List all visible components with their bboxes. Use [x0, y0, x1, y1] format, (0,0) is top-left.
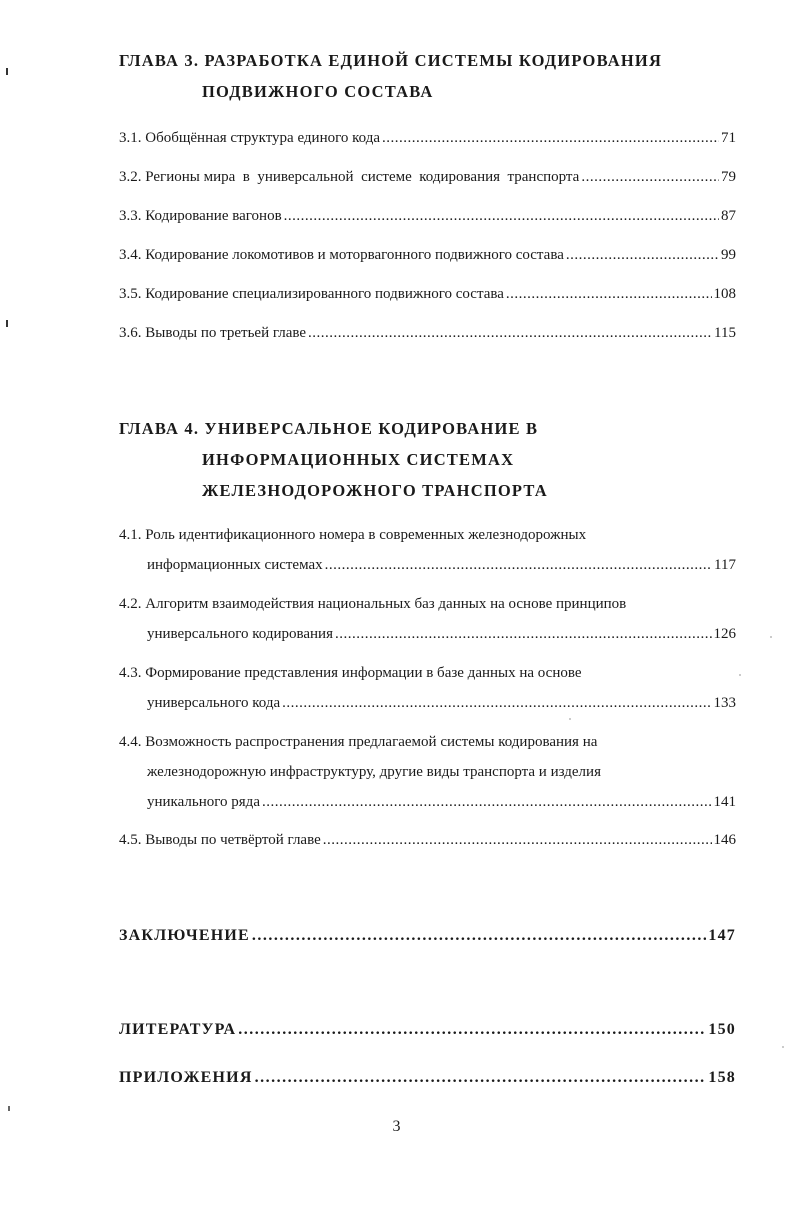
toc-entry-text: уникального ряда [147, 794, 260, 810]
toc-entry-4-1[interactable] [119, 520, 736, 580]
dot-leader [282, 688, 711, 718]
chapter-4-title-line-1: ГЛАВА 4. УНИВЕРСАЛЬНОЕ КОДИРОВАНИЕ В [119, 419, 539, 438]
toc-entry-text: 4.2. Алгоритм взаимодействия национальных баз данных на основе принципов [119, 596, 627, 612]
toc-entry-3-4[interactable] [119, 240, 736, 270]
dot-leader [566, 240, 719, 270]
toc-entry-text: 3.1. Обобщённая структура единого кода [119, 130, 381, 146]
toc-entry-4-3[interactable] [119, 658, 736, 718]
toc-section-page: 147 [708, 927, 736, 944]
toc-entry-text: универсального кодирования [147, 626, 333, 642]
toc-entry-page: 87 [721, 208, 736, 224]
toc-entry-3-1[interactable] [119, 123, 736, 153]
toc-entry-3-2[interactable] [119, 162, 736, 192]
scan-mark [6, 68, 8, 75]
dot-leader [581, 162, 719, 192]
page-number: 3 [392, 1118, 401, 1135]
toc-entry-text: 3.5. Кодирование специализированного подвижного состава [119, 286, 504, 302]
dot-leader [262, 787, 712, 817]
dot-leader [255, 1063, 707, 1093]
chapter-4-title [119, 413, 739, 506]
toc-entry-page: 71 [721, 130, 736, 146]
toc-entry-text: 4.1. Роль идентификационного номера в современных железнодорожных [119, 527, 587, 543]
toc-entry-page: 126 [713, 626, 736, 642]
toc-entry-text: 3.4. Кодирование локомотивов и моторвагонного подвижного состава [119, 247, 564, 263]
toc-section-title: ЛИТЕРАТУРА [119, 1021, 237, 1038]
toc-section-page: 158 [708, 1069, 736, 1086]
dot-leader [335, 619, 712, 649]
scan-speck [770, 636, 772, 638]
toc-entry-page: 133 [713, 695, 736, 711]
dot-leader [238, 1015, 706, 1045]
dot-leader [382, 123, 719, 153]
chapter-4-title-line-2: ИНФОРМАЦИОННЫХ СИСТЕМАХ [202, 450, 515, 469]
chapter-3-title [119, 45, 739, 107]
scan-mark [6, 320, 8, 327]
toc-entry-text: 3.2. Регионы мира в универсальной системе кодирования транспорта [119, 169, 580, 185]
toc-entry-text: информационных системах [147, 557, 323, 573]
toc-section-conclusion[interactable] [119, 921, 736, 951]
toc-entry-4-5[interactable] [119, 825, 736, 855]
scan-speck [782, 1046, 784, 1048]
chapter-3-title-line-2: ПОДВИЖНОГО СОСТАВА [202, 82, 434, 101]
toc-section-title: ПРИЛОЖЕНИЯ [119, 1069, 253, 1086]
toc-entry-3-6[interactable] [119, 318, 736, 348]
chapter-4-title-line-3: ЖЕЛЕЗНОДОРОЖНОГО ТРАНСПОРТА [202, 481, 548, 500]
toc-entry-text: 3.3. Кодирование вагонов [119, 208, 282, 224]
toc-entry-text: универсального кода [147, 695, 281, 711]
dot-leader [325, 550, 712, 580]
toc-entry-3-3[interactable] [119, 201, 736, 231]
toc-entry-text: 3.6. Выводы по третьей главе [119, 325, 307, 341]
toc-entry-4-2[interactable] [119, 589, 736, 649]
toc-section-title: ЗАКЛЮЧЕНИЕ [119, 927, 250, 944]
dot-leader [323, 825, 712, 855]
toc-entry-text: 4.5. Выводы по четвёртой главе [119, 832, 321, 848]
toc-entry-page: 108 [713, 286, 736, 302]
toc-entry-text: железнодорожную инфраструктуру, другие виды транспорта и изделия [147, 764, 601, 780]
toc-section-page: 150 [708, 1021, 736, 1038]
toc-entry-page: 99 [721, 247, 736, 263]
dot-leader [284, 201, 719, 231]
dot-leader [252, 921, 706, 951]
scan-speck [739, 674, 741, 676]
toc-entry-page: 146 [713, 832, 736, 848]
toc-entry-3-5[interactable] [119, 279, 736, 309]
toc-entry-page: 141 [713, 794, 736, 810]
scan-mark [8, 1106, 10, 1111]
chapter-3-title-line-1: ГЛАВА 3. РАЗРАБОТКА ЕДИНОЙ СИСТЕМЫ КОДИРОВАНИЯ [119, 51, 663, 70]
toc-entry-page: 117 [714, 557, 736, 573]
scan-speck [569, 718, 571, 720]
toc-entry-text: 4.4. Возможность распространения предлагаемой системы кодирования на [119, 734, 598, 750]
dot-leader [308, 318, 712, 348]
toc-section-literature[interactable] [119, 1015, 736, 1045]
toc-entry-4-4[interactable] [119, 727, 736, 817]
toc-entry-text: 4.3. Формирование представления информации в базе данных на основе [119, 665, 582, 681]
toc-entry-page: 79 [721, 169, 736, 185]
toc-entry-page: 115 [714, 325, 736, 341]
dot-leader [506, 279, 712, 309]
toc-section-appendices[interactable] [119, 1063, 736, 1093]
